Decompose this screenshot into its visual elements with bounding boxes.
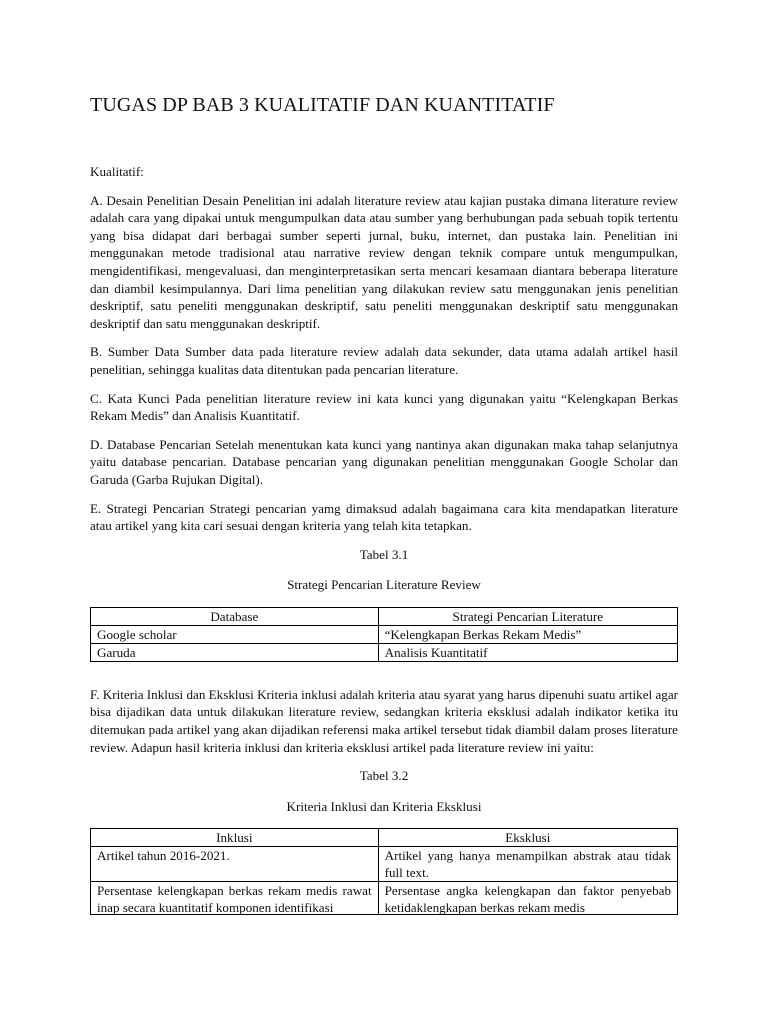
table-cell: Google scholar [91,625,379,643]
document-body [90,163,678,915]
table-cell-text: Persentase kelengkapan berkas rekam medis rawat inap secara kuantitatif komponen identifikasi [97,883,372,915]
table-header-cell: Inklusi [91,829,379,847]
table-row [91,625,678,643]
table-cell: Garuda [91,643,379,661]
table-cell-text: Persentase angka kelengkapan dan faktor penyebab ketidaklengkapan berkas rekam medis [384,883,671,915]
table2-label: Tabel 3.2 [359,768,409,784]
table-cell [91,882,379,915]
table-header-cell: Strategi Pencarian Literature [378,607,677,625]
table-header-cell: Eksklusi [378,829,677,847]
table-row [91,847,678,882]
table-cell: Artikel tahun 2016-2021. [91,847,379,882]
table-cell [378,882,677,915]
paragraph-f: F. Kriteria Inklusi dan Eksklusi Kriteria inklusi adalah kriteria atau syarat yang harus dipenuhi suatu artikel agar bisa dijadikan data untuk dilakukan literature review, sedangkan kriteria eksklusi adalah indikator ketika itu ditemukan pada artikel yang akan dijadikan referensi maka artikel tersebut tidak diambil dalam proses literature review. Adapun hasil kriteria inklusi dan kriteria eksklusi artikel pada literature review ini yaitu: [90,686,678,755]
table-search-strategy [90,607,678,662]
table-inclusion-exclusion [90,828,678,915]
paragraph-e: E. Strategi Pencarian Strategi pencarian yamg dimaksud adalah bagaimana cara kita mendapatkan literature atau artikel yang kita cari sesuai dengan kriteria yang telah kita tetapkan. [90,500,678,534]
paragraph-a: A. Desain Penelitian Desain Penelitian ini adalah literature review atau kajian pustaka dimana literature review adalah cara yang dipakai untuk mengumpulkan data atau sumber yang berhubungan pada sebuah topik tertentu yang bisa didapat dari berbagai sumber seperti jurnal, buku, internet, dan pustaka lain. Penelitian ini menggunakan metode tradisional atau narrative review dengan teknik compare untuk mengumpulkan, mengidentifikasi, mengevaluasi, dan menginterpretasikan serta mencari kesamaan diantara beberapa literature dan diambil kesimpulannya. Dari lima penelitian yang dilakukan review satu menggunakan jenis penelitian deskriptif, satu peneliti menggunakan deskriptif, satu peneliti menggunakan deskriptif satu menggunakan deskriptif dan satu menggunakan deskriptif. [90,192,678,331]
table-row [91,643,678,661]
table-header-row [91,607,678,625]
table1-label: Tabel 3.1 [359,546,409,562]
section-heading: Kualitatif: [90,164,144,179]
table-header-cell: Database [91,607,379,625]
table-row [91,882,678,915]
table1-caption: Strategi Pencarian Literature Review [287,577,481,593]
table-header-row [91,829,678,847]
paragraph-d: D. Database Pencarian Setelah menentukan kata kunci yang nantinya akan digunakan maka tahap selanjutnya yaitu database pencarian. Database pencarian yang digunakan penelitian menggunakan Google Scholar dan Garuda (Garba Rujukan Digital). [90,436,678,487]
table-cell: Analisis Kuantitatif [378,643,677,661]
table-cell: Artikel yang hanya menampilkan abstrak atau tidak full text. [378,847,677,882]
document-title: TUGAS DP BAB 3 KUALITATIF DAN KUANTITATIF [90,94,555,116]
table2-caption: Kriteria Inklusi dan Kriteria Eksklusi [286,798,482,814]
paragraph-c: C. Kata Kunci Pada penelitian literature review ini kata kunci yang digunakan yaitu “Kelengkapan Berkas Rekam Medis” dan Analisis Kuantitatif. [90,390,678,424]
paragraph-b: B. Sumber Data Sumber data pada literature review adalah data sekunder, data utama adalah artikel hasil penelitian, sehingga kualitas data ditentukan pada pencarian literature. [90,344,678,377]
table-cell: “Kelengkapan Berkas Rekam Medis” [378,625,677,643]
